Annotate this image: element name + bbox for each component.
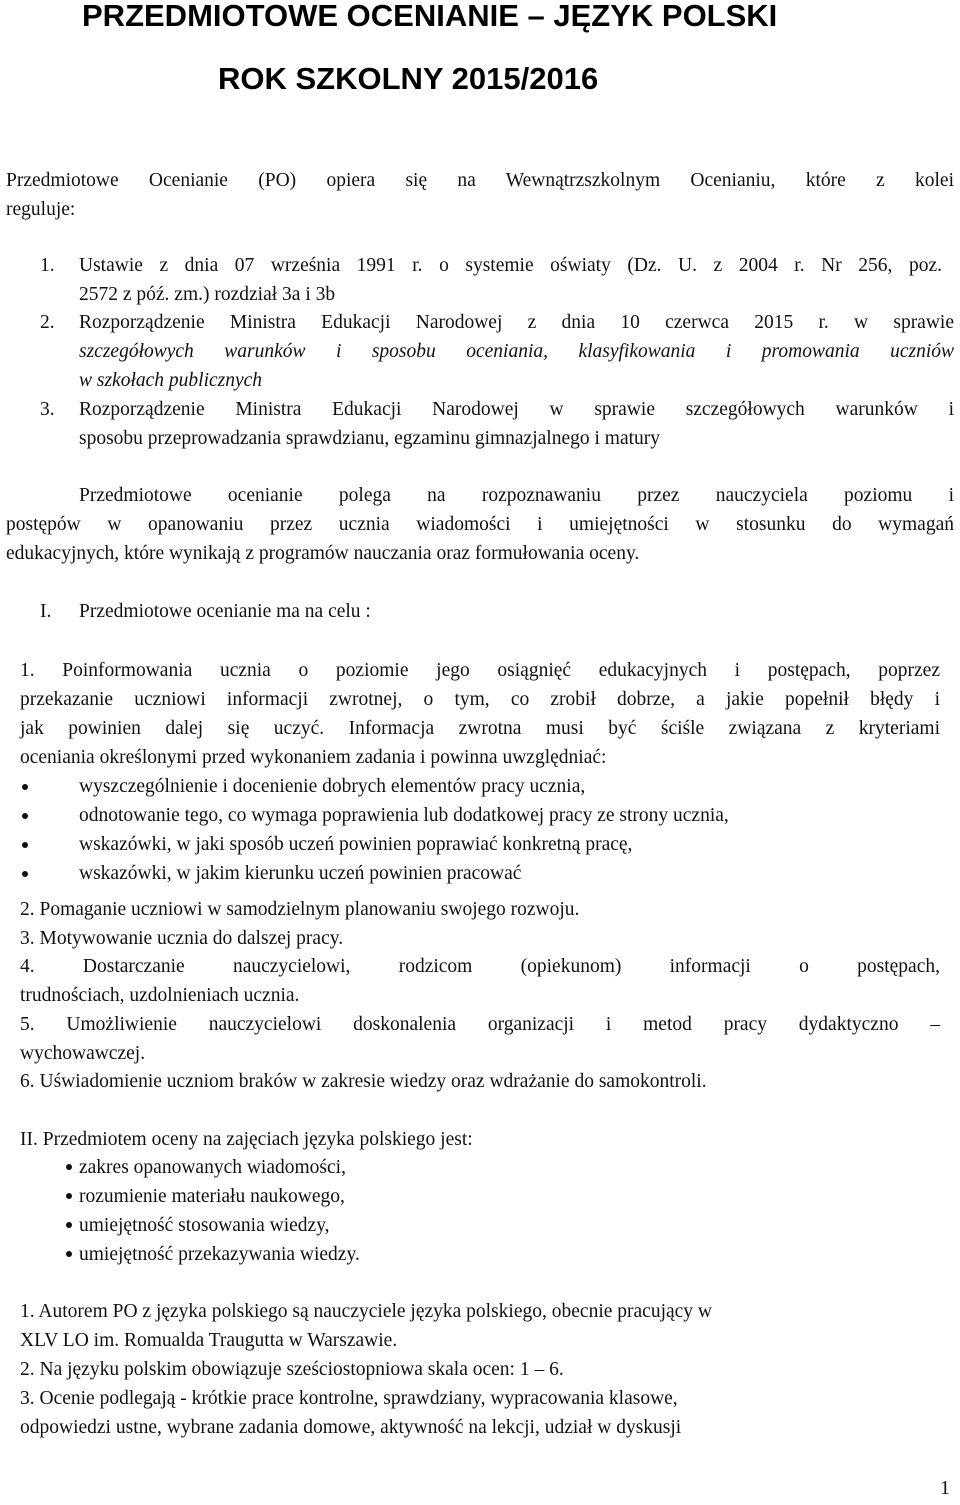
rule3-line2: odpowiedzi ustne, wybrane zadania domowe, aktywność na lekcji, udział w dyskusji: [20, 1417, 682, 1438]
bullet-icon: [66, 1251, 72, 1257]
section1-bullet-2: odnotowanie tego, co wymaga poprawienia lub dodatkowej pracy ze strony ucznia,: [79, 805, 729, 826]
document-title-line1: PRZEDMIOTOWE OCENIANIE – JĘZYK POLSKI: [82, 0, 778, 33]
page-number: 1: [940, 1477, 950, 1499]
section1-p1-line4: oceniania określonymi przed wykonaniem zadania i powinna uwzględniać:: [20, 747, 607, 768]
rule1-line2: XLV LO im. Romualda Traugutta w Warszawie.: [20, 1330, 398, 1351]
section1-p4-line1: 4. Dostarczanie nauczycielowi, rodzicom (opiekunom) informacji o postępach,: [20, 956, 940, 977]
bullet-icon: [66, 1193, 72, 1199]
section1-p4-line2: trudnościach, uzdolnieniach ucznia.: [20, 985, 300, 1006]
rule1-line1: 1. Autorem PO z języka polskiego są nauczyciele języka polskiego, obecnie pracujący w: [20, 1301, 713, 1322]
definition-line1: Przedmiotowe ocenianie polega na rozpoznawaniu przez nauczyciela poziomu i: [79, 485, 954, 506]
legal-item2-line1: Rozporządzenie Ministra Edukacji Narodowej z dnia 10 czerwca 2015 r. w sprawie: [79, 312, 954, 333]
section1-p1-line1: 1. Poinformowania ucznia o poziomie jego osiągnięć edukacyjnych i postępach, poprzez: [20, 660, 940, 681]
bullet-icon: [66, 1164, 72, 1170]
bullet-icon: [22, 784, 28, 790]
bullet-icon: [22, 842, 28, 848]
legal-item3-line2: sposobu przeprowadzania sprawdzianu, egzaminu gimnazjalnego i matury: [79, 428, 661, 449]
section1-bullet-1: wyszczególnienie i docenienie dobrych elementów pracy ucznia,: [79, 776, 586, 797]
legal-item1-line2: 2572 z póź. zm.) rozdział 3a i 3b: [79, 284, 336, 305]
section2-heading: II. Przedmiotem oceny na zajęciach języka polskiego jest:: [20, 1129, 473, 1150]
bullet-icon: [22, 813, 28, 819]
legal-item3-line1: Rozporządzenie Ministra Edukacji Narodowej w sprawie szczegółowych warunków i: [79, 399, 954, 420]
definition-line3: edukacyjnych, które wynikają z programów nauczania oraz formułowania oceny.: [6, 543, 640, 564]
section1-p3: 3. Motywowanie ucznia do dalszej pracy.: [20, 928, 344, 949]
bullet-icon: [66, 1222, 72, 1228]
legal-item2-line3: w szkołach publicznych: [79, 370, 263, 391]
legal-item2-number: 2.: [40, 312, 55, 333]
section1-p6: 6. Uświadomienie uczniom braków w zakresie wiedzy oraz wdrażanie do samokontroli.: [20, 1071, 707, 1092]
section2-bullet-3: umiejętność stosowania wiedzy,: [79, 1215, 330, 1236]
intro-line1: Przedmiotowe Ocenianie (PO) opiera się na Wewnątrzszkolnym Ocenianiu, które z kolei: [6, 170, 954, 191]
definition-line2: postępów w opanowaniu przez ucznia wiadomości i umiejętności w stosunku do wymagań: [6, 514, 954, 535]
rule3-line1: 3. Ocenie podlegają - krótkie prace kontrolne, sprawdziany, wypracowania klasowe,: [20, 1388, 678, 1409]
section2-bullet-1: zakres opanowanych wiadomości,: [79, 1157, 346, 1178]
section2-bullet-2: rozumienie materiału naukowego,: [79, 1186, 345, 1207]
legal-item1-number: 1.: [40, 255, 55, 276]
legal-item3-number: 3.: [40, 399, 55, 420]
section1-p1-line3: jak powinien dalej się uczyć. Informacja zwrotna musi być ściśle związana z kryteriami: [20, 718, 940, 739]
section1-bullet-4: wskazówki, w jakim kierunku uczeń powinien pracować: [79, 863, 522, 884]
section2-bullet-4: umiejętność przekazywania wiedzy.: [79, 1244, 360, 1265]
section1-p5-line2: wychowawczej.: [20, 1043, 146, 1064]
legal-item2-line2: szczegółowych warunków i sposobu oceniania, klasyfikowania i promowania uczniów: [79, 341, 954, 362]
bullet-icon: [22, 871, 28, 877]
section1-number: I.: [40, 601, 52, 622]
legal-item1-line1: Ustawie z dnia 07 września 1991 r. o systemie oświaty (Dz. U. z 2004 r. Nr 256, poz.: [79, 255, 942, 276]
section1-p2: 2. Pomaganie uczniowi w samodzielnym planowaniu swojego rozwoju.: [20, 899, 580, 920]
section1-heading: Przedmiotowe ocenianie ma na celu :: [79, 601, 371, 622]
intro-line2: reguluje:: [6, 199, 76, 220]
section1-p1-line2: przekazanie uczniowi informacji zwrotnej, o tym, co zrobił dobrze, a jakie popełnił błędy i: [20, 689, 940, 710]
section1-bullet-3: wskazówki, w jaki sposób uczeń powinien poprawiać konkretną pracę,: [79, 834, 633, 855]
rule2: 2. Na języku polskim obowiązuje sześciostopniowa skala ocen: 1 – 6.: [20, 1359, 564, 1380]
section1-p5-line1: 5. Umożliwienie nauczycielowi doskonalenia organizacji i metod pracy dydaktyczno –: [20, 1014, 940, 1035]
document-title-line2: ROK SZKOLNY 2015/2016: [218, 61, 599, 96]
